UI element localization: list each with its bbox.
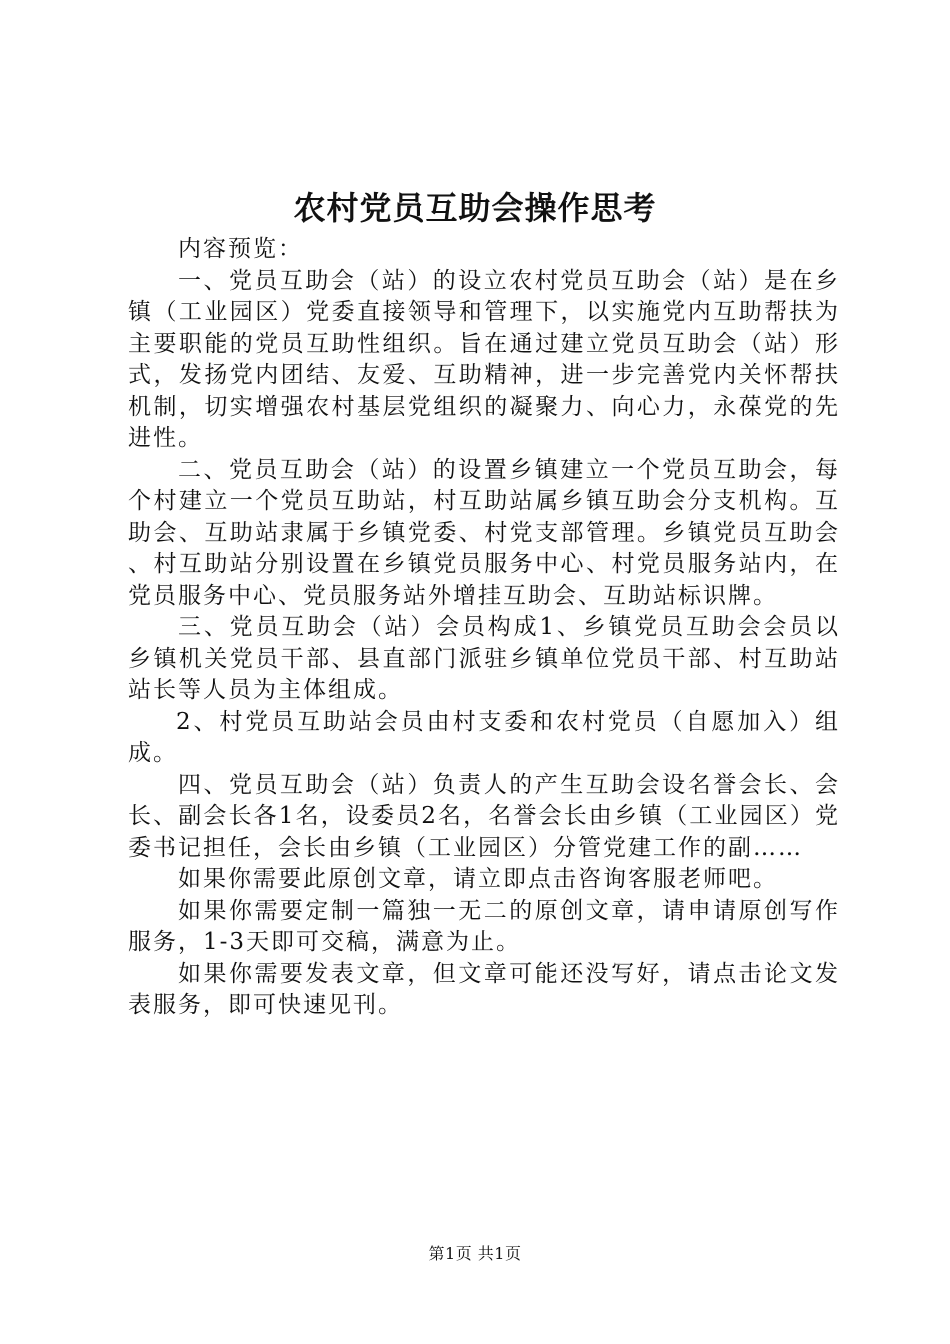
paragraph-service-publish: 如果你需要发表文章，但文章可能还没写好，请点击论文发表服务，即可快速见刊。 xyxy=(128,960,840,1018)
page-footer: 第1页 共1页 xyxy=(428,1244,522,1263)
paragraph-section-4: 四、党员互助会（站）负责人的产生互助会设名誉会长、会长、副会长各1名，设委员2名，名誉会长由乡镇（工业园区）党委书记担任，会长由乡镇（工业园区）分管党建工作的副…… xyxy=(128,771,840,861)
document-body xyxy=(128,234,840,1022)
paragraph-section-3: 三、党员互助会（站）会员构成1、乡镇党员互助会会员以乡镇机关党员干部、县直部门派驻乡镇单位党员干部、村互助站站长等人员为主体组成。 xyxy=(128,614,840,703)
preview-label: 内容预览： xyxy=(178,236,303,262)
paragraph-section-2: 二、党员互助会（站）的设置乡镇建立一个党员互助会，每个村建立一个党员互助站，村互助站属乡镇互助会分支机构。互助会、互助站隶属于乡镇党委、村党支部管理。乡镇党员互助会、村互助站分别设置在乡镇党员服务中心、村党员服务站内，在党员服务中心、党员服务站外增挂互助会、互助站标识牌。 xyxy=(128,456,840,609)
paragraph-service-custom: 如果你需要定制一篇独一无二的原创文章，请申请原创写作服务，1-3天即可交稿，满意为止。 xyxy=(128,897,840,955)
paragraph-section-3-item-2: 2、村党员互助站会员由村支委和农村党员（自愿加入）组成。 xyxy=(128,708,840,766)
paragraph-section-1: 一、党员互助会（站）的设立农村党员互助会（站）是在乡镇（工业园区）党委直接领导和管理下，以实施党内互助帮扶为主要职能的党员互助性组织。旨在通过建立党员互助会（站）形式，发扬党内团结、友爱、互助精神，进一步完善党内关怀帮扶机制，切实增强农村基层党组织的凝聚力、向心力，永葆党的先进性。 xyxy=(128,267,840,451)
document-title: 农村党员互助会操作思考 xyxy=(293,189,657,227)
paragraph-service-consult: 如果你需要此原创文章，请立即点击咨询客服老师吧。 xyxy=(178,866,778,892)
